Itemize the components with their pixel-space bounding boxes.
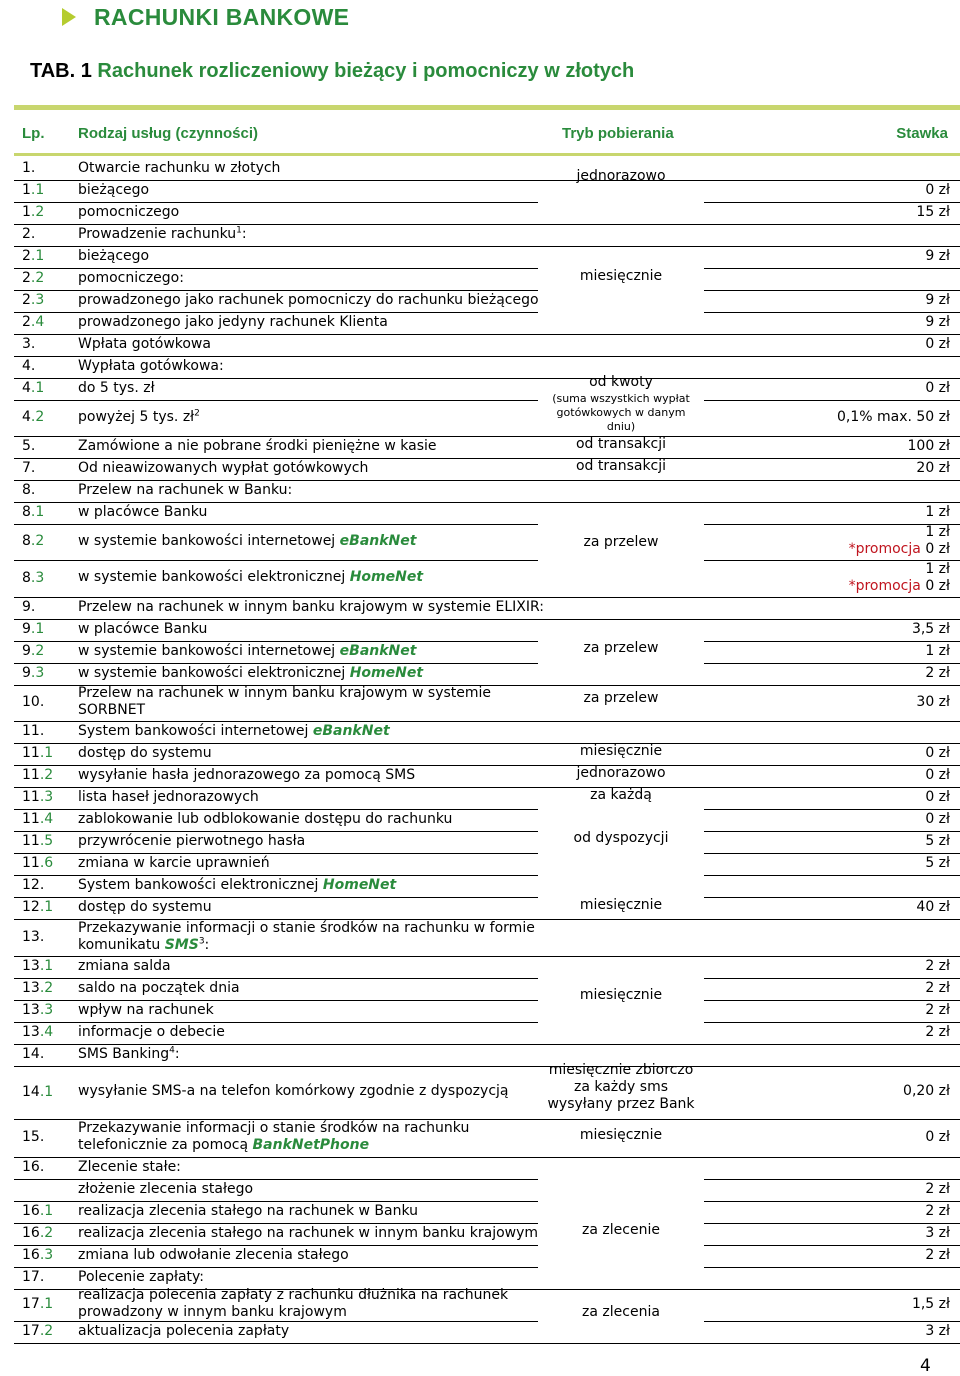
row-number: 13. [22, 928, 45, 945]
row-rate: 0 zł [925, 788, 950, 805]
row-description: zmiana w karcie uprawnień [78, 854, 270, 871]
row-description: realizacja polecenia zapłaty z rachunku dłużnika na rachunek prowadzony w innym banku krajowym [78, 1287, 509, 1320]
billing-mode-line: za każdy sms [573, 1079, 668, 1095]
row-number: 2. [22, 226, 36, 242]
table-row [0, 1201, 960, 1223]
row-subnumber: .1 [39, 1296, 54, 1312]
table-row [0, 685, 960, 721]
row-subnumber: .3 [39, 789, 54, 805]
billing-mode-line: za przelew [583, 640, 659, 656]
table-row [0, 809, 960, 831]
billing-mode-line: gotówkowych w danym [556, 406, 686, 419]
row-description: Wpłata gotówkowa [78, 335, 211, 352]
row-rate: 2 zł [925, 979, 950, 996]
row-number: 11.6 [22, 855, 54, 871]
row-subnumber: .1 [39, 899, 54, 915]
billing-mode-line: za zlecenia [582, 1304, 660, 1320]
row-rate: 1 zł *promocja 0 zł [848, 524, 950, 557]
table-row [0, 765, 960, 787]
table-row [0, 1223, 960, 1245]
row-rate: 30 zł [916, 693, 950, 710]
row-number: 1.1 [22, 182, 45, 198]
row-rate: 1,5 zł [911, 1295, 950, 1312]
promo-label: *promocja [848, 541, 921, 557]
billing-mode [540, 897, 702, 914]
footnote-marker: 2 [194, 407, 200, 418]
row-rate: 2 zł [925, 957, 950, 974]
row-rate: 15 zł [916, 203, 950, 220]
billing-mode-line: za każdą [590, 787, 652, 803]
row-description: powyżej 5 tys. $zł^2$ [78, 407, 200, 425]
row-rate: 9 zł [925, 313, 950, 330]
row-subnumber: .3 [30, 292, 45, 308]
row-rate: 5 zł [925, 854, 950, 871]
row-subnumber: .1 [39, 1083, 54, 1100]
row-description: informacje o debecie [78, 1023, 225, 1040]
brand-name: HomeNet [322, 876, 397, 893]
row-description: bieżącego [78, 181, 150, 198]
row-number: 9.1 [22, 621, 45, 637]
row-rate: 2 zł [925, 664, 950, 681]
row-number: 16. [22, 1159, 45, 1175]
footnote-marker: 4 [169, 1044, 175, 1055]
row-number: 11.2 [22, 767, 54, 783]
row-number: 1.2 [22, 204, 45, 220]
row-subnumber: .2 [30, 643, 45, 659]
row-description: Przelew na rachunek w innym banku krajowym w systemie SORBNET [78, 685, 492, 718]
table-row [0, 458, 960, 480]
row-subnumber: .1 [39, 745, 54, 761]
row-number: 13.3 [22, 1002, 54, 1018]
row-description: wysyłanie SMS-a na telefon komórkowy zgodnie z dyspozycją [78, 1083, 509, 1099]
table-row [0, 597, 960, 619]
row-description: Prowadzenie rachunku$^1$: [78, 224, 247, 242]
table-row [0, 480, 960, 502]
row-description: bieżącego [78, 247, 150, 264]
table-row [0, 180, 960, 202]
row-number: 1. [22, 160, 36, 176]
row-number: 13.2 [22, 980, 54, 996]
row-number: 2.2 [22, 270, 45, 286]
billing-mode-line: za przelew [583, 690, 659, 706]
brand-name: eBankNet [339, 532, 417, 549]
row-number: 12. [22, 877, 45, 893]
row-number: 4.1 [22, 380, 45, 396]
row-description: w systemie bankowości internetowej eBankNet [78, 532, 417, 549]
row-number: 17.1 [22, 1296, 54, 1312]
billing-mode [540, 830, 702, 847]
header-service: Rodzaj usług (czynności) [78, 125, 259, 142]
billing-mode [540, 1062, 702, 1113]
table-row [0, 524, 960, 560]
row-rate: 3 zł [925, 1224, 950, 1241]
row-subnumber: .1 [30, 504, 45, 520]
row-subnumber: .1 [30, 621, 45, 637]
billing-mode [540, 534, 702, 551]
table-row [0, 224, 960, 246]
row-subnumber: .1 [39, 958, 54, 974]
row-rate: 20 zł [916, 459, 950, 476]
row-rate: 5 zł [925, 832, 950, 849]
row-description: Wypłata gotówkowa: [78, 357, 224, 374]
row-description: realizacja zlecenia stałego na rachunek w Banku [78, 1202, 419, 1219]
table-row [0, 787, 960, 809]
table-row [0, 641, 960, 663]
row-number: 11.4 [22, 811, 54, 827]
promo-label: *promocja [848, 577, 921, 594]
table-row [0, 875, 960, 897]
row-description: wpływ na rachunek [78, 1001, 214, 1018]
brand-name: eBankNet [312, 722, 390, 739]
billing-mode [540, 640, 702, 657]
header-top-bar [14, 105, 960, 110]
row-number: 11.1 [22, 745, 54, 761]
row-description: Przelew na rachunek w Banku: [78, 481, 293, 498]
billing-mode-line: za przelew [583, 534, 659, 550]
table-row [0, 202, 960, 224]
table-row [0, 1022, 960, 1044]
header-lp: Lp. [22, 125, 45, 142]
row-number: 14. [22, 1046, 45, 1062]
billing-mode-line: miesięcznie [579, 268, 663, 284]
billing-mode-line: od transakcji [575, 458, 667, 474]
row-number: 2.3 [22, 292, 45, 308]
row-number: 8.3 [22, 569, 45, 586]
row-rate: 0 zł [925, 744, 950, 761]
row-description: Polecenie zapłaty: [78, 1268, 204, 1285]
table-row [0, 1179, 960, 1201]
row-number: 16.3 [22, 1247, 54, 1263]
table-row [0, 1267, 960, 1289]
row-rule [14, 1343, 538, 1344]
table-row [0, 1044, 960, 1066]
table-row [0, 246, 960, 268]
row-description: do 5 tys. zł [78, 379, 155, 396]
header-bottom-bar [14, 153, 960, 156]
row-rate: 2 zł [925, 1180, 950, 1197]
billing-mode-line: miesięcznie [579, 1127, 663, 1143]
header-rate: Stawka [896, 125, 948, 142]
row-number: 2.1 [22, 248, 45, 264]
table-row [0, 1000, 960, 1022]
row-number: 8.1 [22, 504, 45, 520]
row-number: 11.5 [22, 833, 54, 849]
table-row [0, 743, 960, 765]
table-title [30, 60, 634, 83]
brand-name: HomeNet [349, 664, 424, 681]
billing-mode [540, 436, 702, 453]
row-number: 3. [22, 336, 36, 352]
row-description: w systemie bankowości elektronicznej HomeNet [78, 569, 424, 585]
table-row [0, 978, 960, 1000]
row-description: w placówce Banku [78, 503, 208, 520]
row-description: saldo na początek dnia [78, 979, 240, 996]
row-description: Przelew na rachunek w innym banku krajowym w systemie ELIXIR: [78, 598, 544, 615]
billing-mode-line: (suma wszystkich wypłat [552, 392, 690, 405]
row-description: pomocniczego: [78, 269, 184, 286]
row-number: 2.4 [22, 314, 45, 330]
row-description: w systemie bankowości elektronicznej HomeNet [78, 664, 424, 681]
table-row [0, 721, 960, 743]
row-description: zmiana salda [78, 957, 171, 974]
row-number: 9.3 [22, 665, 45, 681]
billing-mode [540, 268, 702, 285]
row-number: 8. [22, 482, 36, 498]
arrow-icon [62, 8, 76, 26]
row-rate: 9 zł [925, 291, 950, 308]
row-number: 8.2 [22, 533, 45, 549]
row-description: dostęp do systemu [78, 744, 212, 761]
row-rate: 0 zł [925, 810, 950, 827]
row-subnumber: .1 [39, 1203, 54, 1219]
billing-mode-line: za zlecenie [582, 1222, 660, 1238]
row-description: Otwarcie rachunku w złotych [78, 159, 281, 176]
row-rule [538, 1343, 960, 1344]
row-rate: 2 zł [925, 1202, 950, 1219]
row-rate: 1 zł [925, 642, 950, 659]
row-rate: 0,1% max. 50 zł [836, 408, 950, 425]
row-subnumber: .2 [39, 1225, 54, 1241]
row-description: w systemie bankowości internetowej eBankNet [78, 642, 417, 659]
table-row [0, 897, 960, 919]
table-row [0, 290, 960, 312]
row-number: 5. [22, 438, 36, 454]
header-mode: Tryb pobierania [562, 125, 674, 142]
table-row [0, 1245, 960, 1267]
row-rate: 0,20 zł [903, 1083, 950, 1099]
billing-mode-line: jednorazowo [576, 765, 666, 781]
row-description: zablokowanie lub odblokowanie dostępu do rachunku [78, 810, 453, 827]
row-subnumber: .2 [39, 767, 54, 783]
row-subnumber: .3 [39, 1002, 54, 1018]
table-row [0, 400, 960, 436]
row-subnumber: .5 [39, 833, 54, 849]
table-row [0, 956, 960, 978]
row-rate: 40 zł [916, 898, 950, 915]
row-description: przywrócenie pierwotnego hasła [78, 832, 306, 849]
table-header [0, 112, 960, 154]
billing-mode-line: miesięcznie [579, 897, 663, 913]
row-subnumber: .4 [39, 1024, 54, 1040]
row-description: pomocniczego [78, 203, 180, 220]
row-rate: 2 zł [925, 1001, 950, 1018]
section-title [62, 2, 349, 32]
row-description: w placówce Banku [78, 620, 208, 637]
page-number: 4 [920, 1356, 931, 1376]
billing-mode [540, 987, 702, 1004]
billing-mode-line: wysyłany przez Bank [547, 1096, 695, 1112]
billing-mode [540, 787, 702, 804]
row-subnumber: .2 [30, 204, 45, 220]
row-number: 9.2 [22, 643, 45, 659]
row-number: 17. [22, 1269, 45, 1285]
row-description: dostęp do systemu [78, 898, 212, 915]
brand-name: BankNetPhone [252, 1137, 370, 1153]
table-row [0, 831, 960, 853]
row-number: 9. [22, 599, 36, 615]
row-description: prowadzonego jako jedyny rachunek Klienta [78, 313, 388, 330]
row-rate: 1 zł [925, 503, 950, 520]
billing-mode [540, 392, 702, 434]
table-row [0, 1066, 960, 1119]
table-row [0, 1119, 960, 1157]
row-rate: 0 zł [925, 181, 950, 198]
row-description: System bankowości elektronicznej HomeNet [78, 876, 397, 893]
billing-mode-line: dniu) [606, 420, 636, 433]
row-subnumber: .3 [30, 569, 45, 586]
billing-mode [540, 1304, 702, 1321]
table-row [0, 158, 960, 180]
billing-mode-line: od dyspozycji [573, 830, 669, 846]
row-description: złożenie zlecenia stałego [78, 1180, 254, 1197]
row-number: 15. [22, 1129, 45, 1145]
table-title-prefix: TAB. 1 [30, 60, 92, 82]
billing-mode-line: od transakcji [575, 436, 667, 452]
row-description: System bankowości internetowej eBankNet [78, 722, 390, 739]
row-number: 13.1 [22, 958, 54, 974]
row-rate: 1 zł *promocja 0 zł [848, 560, 950, 594]
row-number: 7. [22, 460, 36, 476]
row-rate: 0 zł [925, 766, 950, 783]
row-rate: 3,5 zł [911, 620, 950, 637]
table-row [0, 268, 960, 290]
footnote-marker: 1 [236, 224, 242, 235]
table-row [0, 560, 960, 597]
row-description: prowadzonego jako rachunek pomocniczy do rachunku bieżącego [78, 291, 539, 308]
billing-mode [540, 1127, 702, 1144]
billing-mode [540, 1222, 702, 1239]
billing-mode [540, 458, 702, 475]
row-number: 13.4 [22, 1024, 54, 1040]
row-number: 14.1 [22, 1083, 54, 1100]
row-number: 16.1 [22, 1203, 54, 1219]
row-subnumber: .1 [30, 380, 45, 396]
billing-mode-line: od kwoty [589, 374, 653, 390]
billing-mode [540, 374, 702, 391]
billing-mode-line: miesięcznie [579, 743, 663, 759]
row-subnumber: .2 [39, 980, 54, 996]
footnote-marker: 3 [198, 935, 205, 946]
row-subnumber: .3 [39, 1247, 54, 1263]
table-row [0, 1157, 960, 1179]
row-rate: 2 zł [925, 1023, 950, 1040]
row-description: realizacja zlecenia stałego na rachunek w innym banku krajowym [78, 1224, 539, 1241]
table-row [0, 378, 960, 400]
row-number: 4.2 [22, 409, 45, 425]
row-subnumber: .1 [30, 182, 45, 198]
brand-name: HomeNet [349, 569, 424, 585]
row-subnumber: .2 [30, 533, 45, 549]
row-description: aktualizacja polecenia zapłaty [78, 1322, 290, 1339]
row-number: 16.2 [22, 1225, 54, 1241]
brand-name: SMS [164, 936, 199, 953]
table-title-name: Rachunek rozliczeniowy bieżący i pomocniczy w złotych [97, 60, 635, 82]
row-number: 17.2 [22, 1323, 54, 1339]
row-subnumber: .2 [30, 409, 45, 425]
table-row [0, 356, 960, 378]
table-row [0, 1289, 960, 1321]
billing-mode [540, 168, 702, 185]
row-description: wysyłanie hasła jednorazowego za pomocą SMS [78, 766, 416, 783]
row-subnumber: .4 [30, 314, 45, 330]
row-description: Zamówione a nie pobrane środki pieniężne w kasie [78, 437, 437, 454]
billing-mode [540, 690, 702, 707]
billing-mode [540, 743, 702, 760]
brand-name: eBankNet [339, 642, 417, 659]
table-row [0, 853, 960, 875]
row-subnumber: .3 [30, 665, 45, 681]
table-row [0, 502, 960, 524]
row-description: Przekazywanie informacji o stanie środków na rachunku w formie komunikatu SMS$^3$: [78, 919, 535, 953]
table-row [0, 919, 960, 956]
billing-mode [540, 765, 702, 782]
row-description: Przekazywanie informacji o stanie środków na rachunku telefonicznie za pomocą BankNetPhone [78, 1120, 470, 1153]
row-description: SMS Banking$^4$: [78, 1044, 180, 1062]
row-subnumber: .2 [39, 1323, 54, 1339]
row-subnumber: .6 [39, 855, 54, 871]
row-number: 10. [22, 694, 45, 710]
row-number: 11.3 [22, 789, 54, 805]
table-row [0, 663, 960, 685]
row-number: 11. [22, 723, 45, 739]
row-rate: 0 zł [925, 335, 950, 352]
row-rate: 3 zł [925, 1322, 950, 1339]
row-number: 4. [22, 358, 36, 374]
row-rate: 0 zł [925, 1128, 950, 1145]
billing-mode-line: miesięcznie zbiorczo [548, 1062, 694, 1078]
row-rate: 0 zł [925, 379, 950, 396]
row-rate: 2 zł [925, 1246, 950, 1263]
row-subnumber: .1 [30, 248, 45, 264]
row-rate: 100 zł [907, 437, 950, 454]
table-row [0, 1321, 960, 1343]
table-row [0, 619, 960, 641]
row-description: Od nieawizowanych wypłat gotówkowych [78, 459, 369, 476]
table-row [0, 334, 960, 356]
row-subnumber: .2 [30, 270, 45, 286]
section-title-text: RACHUNKI BANKOWE [94, 3, 350, 30]
row-description: lista haseł jednorazowych [78, 788, 259, 805]
row-rate: 9 zł [925, 247, 950, 264]
billing-mode-line: miesięcznie [579, 987, 663, 1003]
row-subnumber: .4 [39, 811, 54, 827]
row-description: Zlecenie stałe: [78, 1158, 181, 1175]
row-description: zmiana lub odwołanie zlecenia stałego [78, 1246, 349, 1263]
table-row [0, 436, 960, 458]
row-number: 12.1 [22, 899, 54, 915]
billing-mode-line: jednorazowo [576, 168, 666, 184]
table-row [0, 312, 960, 334]
